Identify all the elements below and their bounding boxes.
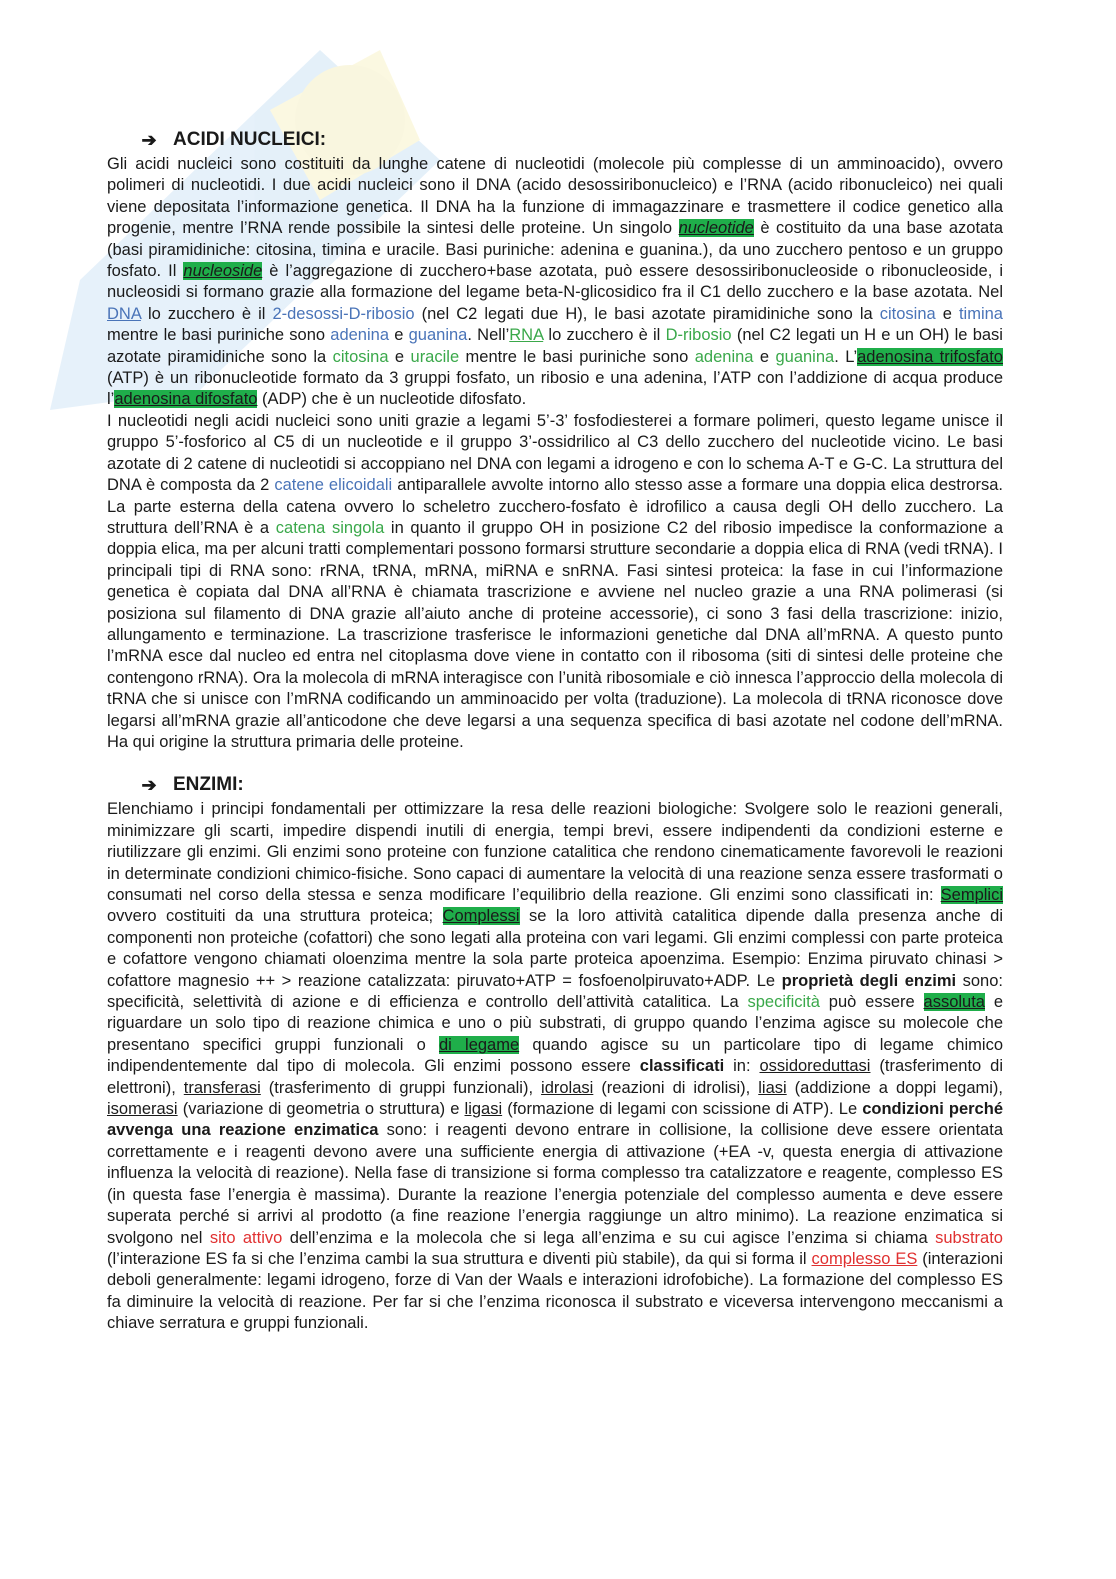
underlined-term: isomerasi <box>107 1100 178 1119</box>
text-run: (variazione di geometria o struttura) e <box>177 1100 465 1119</box>
text-run: (nel C2 legati due H), le basi azotate piramidiniche sono la <box>414 304 880 323</box>
highlight-term: assoluta <box>923 993 985 1012</box>
document-body <box>107 128 1003 1335</box>
text-run: (interazioni deboli generalmente: legami idrogeno, forze di Van der Waals e interazioni idrofobiche). La formazione del complesso ES fa diminuire la velocità di reazione. Per far si che l’enzima riconosca il substrato e viceversa intervengono meccanismi a chiave serratura e gruppi funzionali. <box>107 1249 1003 1333</box>
colored-term: RNA <box>509 326 544 345</box>
text-run: (l’interazione ES fa si che l’enzima cambi la sua struttura e diventi più stabile), da qui si forma il <box>107 1249 812 1268</box>
bold-term: classificati <box>639 1057 725 1076</box>
text-run: dell’enzima e la molecola che si lega all’enzima e su cui agisce l’enzima si chiama <box>282 1228 936 1247</box>
paragraph <box>107 154 1003 411</box>
underlined-term: transferasi <box>183 1078 261 1097</box>
colored-term: sito attivo <box>209 1228 283 1247</box>
text-run: (formazione di legami con scissione di ATP). Le <box>502 1100 863 1119</box>
colored-term: adenina <box>694 347 754 366</box>
text-run: (ADP) che è un nucleotide difosfato. <box>257 390 527 409</box>
text-run: lo zucchero è il <box>543 326 666 345</box>
colored-term: guanina <box>408 326 468 345</box>
text-run: è l’aggregazione di zucchero+base azotata, può essere desossiribonucleoside o ribonucleoside, i nucleosidi si formano grazie alla formazione del legame beta-N-glicosidico fra il C1 dello zucchero e la base azotata. Nel <box>107 262 1003 302</box>
text-run: mentre le basi puriniche sono <box>107 326 331 345</box>
text-run: e <box>935 304 959 323</box>
text-run: e <box>389 326 409 345</box>
text-run: è costituito da una base azotata (basi piramidiniche: citosina, timina e uracile. Basi puriniche: adenina e guanina.), da uno zucchero pentoso e un gruppo fosfato. Il <box>107 219 1003 281</box>
colored-term: 2-desossi-D-ribosio <box>272 304 415 323</box>
colored-term: citosina <box>879 304 936 323</box>
text-run: Elenchiamo i principi fondamentali per ottimizzare la resa delle reazioni biologiche: Svolgere solo le reazioni generali, minimizzare gli scarti, impedire dispendi inutili di energia, tempi brevi, essere indipendenti da condizioni esterne e riutilizzare gli enzimi. Gli enzimi sono proteine con funzione catalitica che rendono cinematicamente favorevoli le reazioni in determinate condizioni chimico-fisiche. Sono capaci di aumentare la velocità di una reazione senza essere trasformati o consumati nel corso della stessa e senza modificare l’equilibrio della reazione. Gli enzimi sono classificati in: <box>107 800 1003 904</box>
colored-term: guanina <box>775 347 835 366</box>
colored-term: D-ribosio <box>665 326 732 345</box>
text-run: (reazioni di idrolisi), <box>593 1078 759 1097</box>
text-run: (ATP) è un ribonucleotide formato da 3 gruppi fosfato, un ribosio e una adenina, l’ATP con l’addizione di acqua produce l’ <box>107 369 1003 409</box>
highlight-term: adenosina difosfato <box>114 390 258 409</box>
paragraph <box>107 799 1003 1334</box>
text-run: lo zucchero è il <box>140 304 273 323</box>
text-run: sono: i reagenti devono entrare in collisione, la collisione deve essere orientata correttamente e i reagenti devono avere una sufficiente energia di attivazione (+EA -v, questa energia di attivazione influenza la velocità di reazione). Nella fase di transizione si forma complesso tra catalizzatore e reagente, complesso ES (in questa fase l’energia è massima). Durante la reazione l’energia potenziale del complesso aumenta e deve essere superata perché si arrivi al prodotto (a fine reazione l’energia raggiunge un altro minimo). La reazione enzimatica si svolgono nel <box>107 1121 1003 1247</box>
colored-term: catena singola <box>275 518 385 537</box>
colored-term: uracile <box>410 347 460 366</box>
bold-term: proprietà degli enzimi <box>781 971 957 990</box>
underlined-term: liasi <box>758 1078 787 1097</box>
colored-term: timina <box>958 304 1003 323</box>
section-title: ENZIMI: <box>173 774 244 796</box>
colored-term: complesso ES <box>811 1249 918 1268</box>
arrow-right-icon: ➔ <box>141 130 157 150</box>
colored-term: substrato <box>935 1228 1003 1247</box>
paragraph <box>107 411 1003 754</box>
text-run: I nucleotidi negli acidi nucleici sono uniti grazie a legami 5’-3’ fosfodiesterei a formare polimeri, questo legame unisce il gruppo 5’-fosforico al C5 di un nucleotide e il gruppo 3’-ossidrilico al C3 dello zucchero del nucleotide vicino. Le basi azotate di 2 catene di nucleotidi si accoppiano nel DNA con legami a idrogeno e con lo schema A-T e G-C. La struttura del DNA è composta da 2 <box>107 411 1003 495</box>
colored-term: catene elicoidali <box>274 476 393 495</box>
text-run: ovvero costituiti da una struttura proteica; <box>107 907 443 926</box>
text-run: (trasferimento di gruppi funzionali), <box>260 1078 542 1097</box>
colored-term: DNA <box>107 304 141 323</box>
highlight-term: Semplici <box>940 886 1003 904</box>
text-run: (trasferimento di elettroni), <box>107 1057 1003 1097</box>
text-run: Gli acidi nucleici sono costituiti da lunghe catene di nucleotidi (molecole più complesse di un amminoacido), ovvero polimeri di nucleotidi. I due acidi nucleici sono il DNA (acido desossiribonucleico) e l’RNA (acido ribonucleico) nei quali viene depositata l’informazione genetica. Il DNA ha la funzione di immagazzinare e trasmettere il codice genetico alla progenie, mentre l’RNA rende possibile la sintesi delle proteine. Un singolo <box>107 155 1003 238</box>
text-run: quando agisce su un particolare tipo di legame chimico indipendentemente dal tipo di molecola. Gli enzimi possono essere <box>107 1035 1003 1076</box>
text-run: e riguardare un solo tipo di reazione chimica e uno o più substrati, di gruppo quando l’enzima agisce su molecole che presentano specifici gruppi funzionali o <box>107 993 1003 1054</box>
text-run: se la loro attività catalitica dipende dalla presenza anche di componenti non proteiche (cofattori) che sono legati alla proteina con vari legami. Gli enzimi complessi con parte proteica e cofattore vengono chiamati oloenzima mentre la sola parte proteica apoenzima. Esempio: Enzima piruvato chinasi > cofattore magnesio ++ > reazione catalizzata: piruvato+ATP = fosfoenolpiruvato+ADP. Le <box>107 907 1003 990</box>
text-run: in: <box>724 1057 760 1076</box>
underlined-term: idrolasi <box>541 1078 594 1097</box>
text-run: sono: specificità, selettività di azione e di efficienza e controllo dell’attività catalitica. La <box>107 971 1003 1012</box>
text-run: può essere <box>819 993 924 1012</box>
text-run: mentre le basi puriniche sono <box>459 347 695 366</box>
text-run: in quanto il gruppo OH in posizione C2 del ribosio impedisce la conformazione a doppia elica, ma per alcuni tratti complementari possono formarsi strutture secondarie a doppia elica di RNA (vedi tRNA). I principali tipi di RNA sono: rRNA, tRNA, mRNA, miRNA e snRNA. Fasi sintesi proteica: la fase in cui l’informazione genetica è copiata dal DNA all’RNA è chiamata trascrizione e avviene nel nucleo grazie a una RNA polimerasi (si posiziona sul filamento di DNA grazie all’aiuto anche di proteine accessorie), ci sono 3 fasi della trascrizione: inizio, allungamento e terminazione. La trascrizione trasferisce le informazioni genetiche dal DNA all’mRNA. A questo punto l’mRNA esce dal nucleo ed entra nel citoplasma dove viene in contatto con il ribosoma (siti di sintesi delle proteine che contengono rRNA). Ora la molecola di mRNA interagisce con l’unità ribosomiale e ciò innesca l’approccio della molecola di tRNA che si unisce con l’mRNA codificando un amminoacido per volta (traduzione). La molecola di tRNA riconosce dove legarsi all’mRNA grazie all’anticodone che deve legarsi a una sequenza specifica di basi azotate nel codone dell’mRNA. Ha qui origine la struttura primaria delle proteine. <box>107 518 1003 751</box>
highlight-term: nucleoside <box>183 262 263 281</box>
highlight-term: nucleotide <box>678 219 754 238</box>
bold-term: condizioni perché avvenga una reazione enzimatica <box>107 1100 1003 1140</box>
underlined-term: ossidoreduttasi <box>759 1057 871 1076</box>
text-run: . Nell’ <box>467 326 510 345</box>
colored-term: specificità <box>747 993 820 1012</box>
section-title: ACIDI NUCLEICI: <box>173 129 327 150</box>
arrow-right-icon: ➔ <box>141 775 157 796</box>
text-run: . L’ <box>834 347 858 366</box>
text-run: (addizione a doppi legami), <box>786 1078 1004 1097</box>
text-run: e <box>753 347 776 366</box>
underlined-term: ligasi <box>464 1100 503 1119</box>
text-run: (nel C2 legati un H e un OH) le basi azotate piramidiniche sono la <box>107 326 1003 366</box>
section-heading-enzimi <box>139 773 1003 797</box>
highlight-term: di legame <box>439 1035 520 1054</box>
colored-term: citosina <box>332 347 389 366</box>
text-run: e <box>388 347 411 366</box>
highlight-term: Complessi <box>442 907 520 926</box>
highlight-term: adenosina trifosfato <box>857 347 1003 366</box>
text-run: antiparallele avvolte intorno allo stesso asse a formare una doppia elica destrorsa. La parte esterna della catena ovvero lo scheletro zucchero-fosfato è idrofilico a causa degli OH dello zucchero. La struttura dell’RNA è a <box>107 476 1004 537</box>
colored-term: adenina <box>330 326 390 345</box>
section-heading-acidi-nucleici <box>139 128 1003 152</box>
